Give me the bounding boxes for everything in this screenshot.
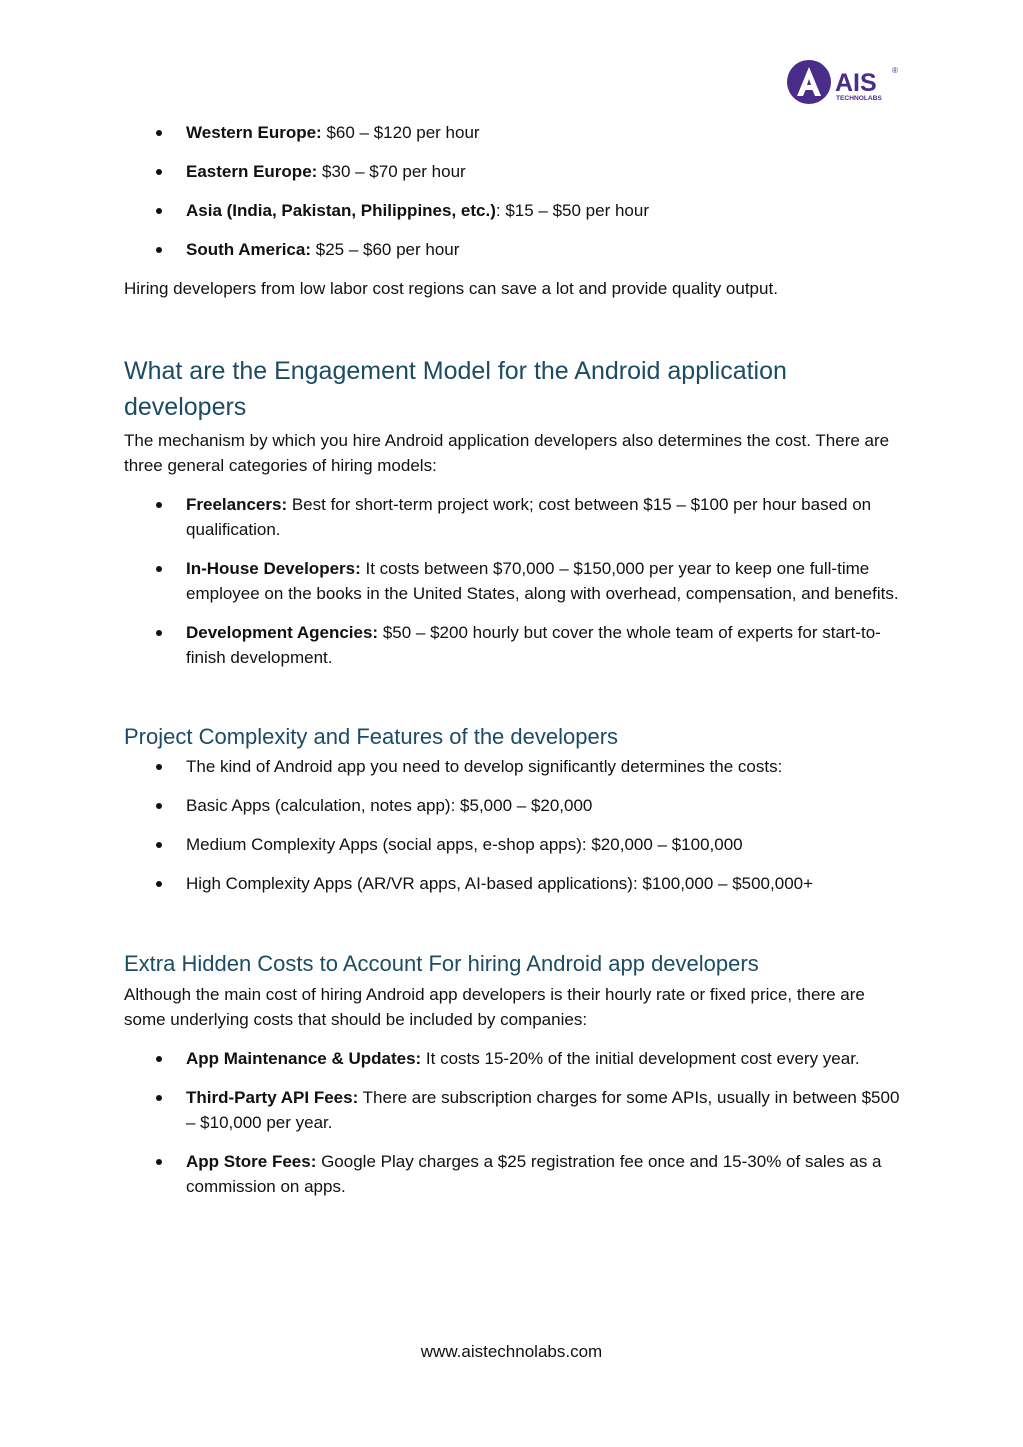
logo-text: AIS (835, 69, 877, 97)
engagement-intro: The mechanism by which you hire Android application developers also determines the cost. There are three general categories of hiring models: (124, 431, 890, 475)
list-item: Medium Complexity Apps (social apps, e-shop apps): $20,000 – $100,000 (124, 832, 902, 857)
hidden-costs-heading: Extra Hidden Costs to Account For hiring Android app developers (124, 951, 759, 976)
region-note: Hiring developers from low labor cost regions can save a lot and provide quality output. (124, 279, 778, 298)
list-item: Eastern Europe: $30 – $70 per hour (124, 159, 902, 184)
list-item: The kind of Android app you need to develop significantly determines the costs: (124, 754, 902, 779)
list-item: Freelancers: Best for short-term project work; cost between $15 – $100 per hour based on qualification. (124, 492, 902, 542)
logo-registered-mark: ® (892, 66, 898, 75)
list-item: In-House Developers: It costs between $70,000 – $150,000 per year to keep one full-time employee on the books in the United States, along with overhead, compensation, and benefits. (124, 556, 902, 606)
list-item: Basic Apps (calculation, notes app): $5,000 – $20,000 (124, 793, 902, 818)
list-item: Western Europe: $60 – $120 per hour (124, 120, 902, 145)
list-item: App Maintenance & Updates: It costs 15-20% of the initial development cost every year. (124, 1046, 902, 1071)
logo-subtext: TECHNOLABS (836, 95, 882, 102)
complexity-heading: Project Complexity and Features of the developers (124, 724, 619, 749)
list-item: App Store Fees: Google Play charges a $25 registration fee once and 15-30% of sales as a commission on apps. (124, 1149, 902, 1199)
list-item: South America: $25 – $60 per hour (124, 237, 902, 262)
hidden-costs-intro: Although the main cost of hiring Android app developers is their hourly rate or fixed price, there are some underlying costs that should be included by companies: (124, 985, 865, 1029)
list-item: Asia (India, Pakistan, Philippines, etc.): $15 – $50 per hour (124, 198, 902, 223)
region-rates-list (124, 120, 902, 262)
ais-technolabs-logo (786, 58, 902, 108)
engagement-list (124, 492, 902, 670)
engagement-heading: What are the Engagement Model for the Android application developers (124, 357, 787, 421)
hidden-costs-list (124, 1046, 902, 1199)
list-item: Development Agencies: $50 – $200 hourly but cover the whole team of experts for start-to-finish development. (124, 620, 902, 670)
logo-circle-icon (787, 60, 831, 104)
footer-url[interactable]: www.aistechnolabs.com (420, 1342, 603, 1361)
list-item: High Complexity Apps (AR/VR apps, AI-based applications): $100,000 – $500,000+ (124, 871, 902, 896)
list-item: Third-Party API Fees: There are subscription charges for some APIs, usually in between $500 – $10,000 per year. (124, 1085, 902, 1135)
complexity-list (124, 754, 902, 896)
document-body (124, 120, 902, 1199)
